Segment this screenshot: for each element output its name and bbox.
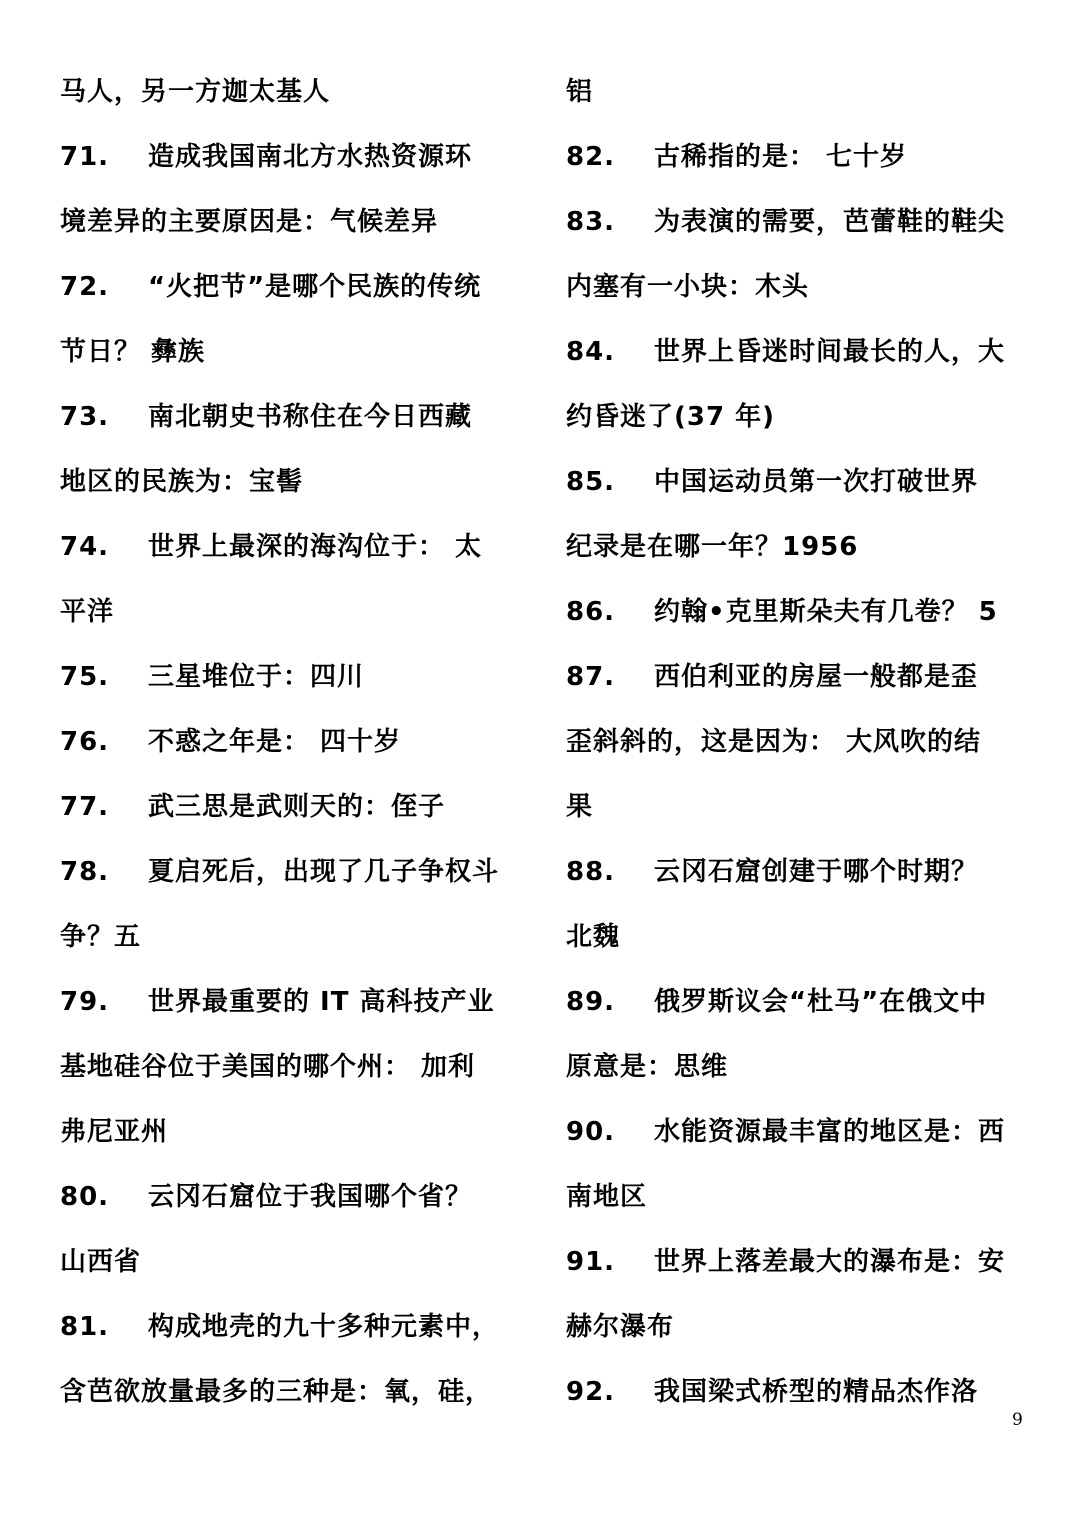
text-line bbox=[566, 60, 1036, 125]
text-line bbox=[566, 190, 1036, 255]
text-line bbox=[60, 1035, 530, 1100]
text-line bbox=[60, 1295, 530, 1360]
item-number: 85. bbox=[566, 467, 616, 497]
line-text: 争？五 bbox=[60, 922, 142, 952]
line-text: 基地硅谷位于美国的哪个州： 加利 bbox=[60, 1052, 476, 1082]
text-line bbox=[566, 450, 1036, 515]
line-text: 世界最重要的 IT 高科技产业 bbox=[148, 987, 495, 1017]
item-number: 75. bbox=[60, 662, 110, 692]
text-line bbox=[60, 1360, 530, 1425]
page-number: 9 bbox=[1012, 1410, 1023, 1430]
item-number: 81. bbox=[60, 1312, 110, 1342]
item-number: 91. bbox=[566, 1247, 616, 1277]
text-line bbox=[60, 255, 530, 320]
line-text: 北魏 bbox=[566, 922, 621, 952]
item-number: 84. bbox=[566, 337, 616, 367]
line-text: 三星堆位于：四川 bbox=[148, 662, 365, 692]
text-line bbox=[60, 710, 530, 775]
item-number: 80. bbox=[60, 1182, 110, 1212]
left-column bbox=[60, 60, 530, 1425]
text-line bbox=[60, 450, 530, 515]
line-text: 境差异的主要原因是：气候差异 bbox=[60, 207, 439, 237]
line-text: 平洋 bbox=[60, 597, 115, 627]
text-line bbox=[566, 580, 1036, 645]
text-line bbox=[566, 255, 1036, 320]
line-text: 俄罗斯议会“杜马”在俄文中 bbox=[654, 987, 988, 1017]
text-line bbox=[566, 1165, 1036, 1230]
text-line bbox=[566, 1100, 1036, 1165]
line-text: 古稀指的是： 七十岁 bbox=[654, 142, 908, 172]
text-line bbox=[60, 905, 530, 970]
line-text: 云冈石窟位于我国哪个省？ bbox=[148, 1182, 473, 1212]
text-line bbox=[60, 840, 530, 905]
item-number: 79. bbox=[60, 987, 110, 1017]
text-line bbox=[566, 775, 1036, 840]
line-text: 为表演的需要，芭蕾鞋的鞋尖 bbox=[654, 207, 1006, 237]
line-text: 山西省 bbox=[60, 1247, 142, 1277]
item-number: 74. bbox=[60, 532, 110, 562]
line-text: 云冈石窟创建于哪个时期？ bbox=[654, 857, 979, 887]
line-text: 原意是：思维 bbox=[566, 1052, 729, 1082]
text-line bbox=[566, 320, 1036, 385]
line-text: 铝 bbox=[566, 77, 594, 107]
text-line bbox=[60, 60, 530, 125]
line-text: 含芭欲放量最多的三种是：氧，硅， bbox=[60, 1377, 493, 1407]
text-line bbox=[60, 515, 530, 580]
line-text: 南北朝史书称住在今日西藏 bbox=[148, 402, 473, 432]
line-text: 约翰•克里斯朵夫有几卷？ 5 bbox=[654, 597, 998, 627]
text-line bbox=[566, 710, 1036, 775]
item-number: 88. bbox=[566, 857, 616, 887]
item-number: 76. bbox=[60, 727, 110, 757]
text-line bbox=[60, 125, 530, 190]
item-number: 89. bbox=[566, 987, 616, 1017]
line-text: 构成地壳的九十多种元素中， bbox=[148, 1312, 500, 1342]
line-text: 世界上昏迷时间最长的人，大 bbox=[654, 337, 1006, 367]
text-line bbox=[566, 970, 1036, 1035]
text-line bbox=[60, 1165, 530, 1230]
line-text: 果 bbox=[566, 792, 594, 822]
line-text: 世界上最深的海沟位于： 太 bbox=[148, 532, 483, 562]
item-number: 86. bbox=[566, 597, 616, 627]
item-number: 73. bbox=[60, 402, 110, 432]
item-number: 77. bbox=[60, 792, 110, 822]
line-text: 地区的民族为：宝髻 bbox=[60, 467, 304, 497]
line-text: 南地区 bbox=[566, 1182, 648, 1212]
line-text: 纪录是在哪一年？1956 bbox=[566, 532, 859, 562]
line-text: 弗尼亚州 bbox=[60, 1117, 169, 1147]
line-text: 不惑之年是： 四十岁 bbox=[148, 727, 402, 757]
text-line bbox=[60, 970, 530, 1035]
line-text: 水能资源最丰富的地区是：西 bbox=[654, 1117, 1006, 1147]
item-number: 83. bbox=[566, 207, 616, 237]
text-line bbox=[60, 385, 530, 450]
line-text: “火把节”是哪个民族的传统 bbox=[148, 272, 482, 302]
line-text: 造成我国南北方水热资源环 bbox=[148, 142, 473, 172]
line-text: 赫尔瀑布 bbox=[566, 1312, 675, 1342]
item-number: 92. bbox=[566, 1377, 616, 1407]
item-number: 71. bbox=[60, 142, 110, 172]
text-line bbox=[566, 515, 1036, 580]
text-line bbox=[566, 125, 1036, 190]
text-line bbox=[60, 1100, 530, 1165]
text-line bbox=[60, 775, 530, 840]
item-number: 87. bbox=[566, 662, 616, 692]
text-line bbox=[60, 645, 530, 710]
text-line bbox=[60, 580, 530, 645]
line-text: 节日？ 彝族 bbox=[60, 337, 206, 367]
text-line bbox=[566, 1295, 1036, 1360]
line-text: 内塞有一小块：木头 bbox=[566, 272, 810, 302]
text-line bbox=[60, 190, 530, 255]
line-text: 武三思是武则天的：侄子 bbox=[148, 792, 446, 822]
text-line bbox=[566, 645, 1036, 710]
right-column bbox=[566, 60, 1036, 1425]
text-line bbox=[566, 385, 1036, 450]
item-number: 72. bbox=[60, 272, 110, 302]
text-line bbox=[566, 1230, 1036, 1295]
text-line bbox=[60, 320, 530, 385]
text-line bbox=[566, 905, 1036, 970]
text-line bbox=[566, 1035, 1036, 1100]
item-number: 82. bbox=[566, 142, 616, 172]
line-text: 约昏迷了(37 年) bbox=[566, 402, 775, 432]
item-number: 90. bbox=[566, 1117, 616, 1147]
line-text: 世界上落差最大的瀑布是：安 bbox=[654, 1247, 1006, 1277]
line-text: 马人，另一方迦太基人 bbox=[60, 77, 331, 107]
item-number: 78. bbox=[60, 857, 110, 887]
line-text: 中国运动员第一次打破世界 bbox=[654, 467, 979, 497]
text-line bbox=[566, 1360, 1036, 1425]
line-text: 夏启死后，出现了几子争权斗 bbox=[148, 857, 500, 887]
text-line bbox=[566, 840, 1036, 905]
line-text: 歪斜斜的，这是因为： 大风吹的结 bbox=[566, 727, 982, 757]
text-line bbox=[60, 1230, 530, 1295]
line-text: 我国梁式桥型的精品杰作洛 bbox=[654, 1377, 979, 1407]
line-text: 西伯利亚的房屋一般都是歪 bbox=[654, 662, 979, 692]
